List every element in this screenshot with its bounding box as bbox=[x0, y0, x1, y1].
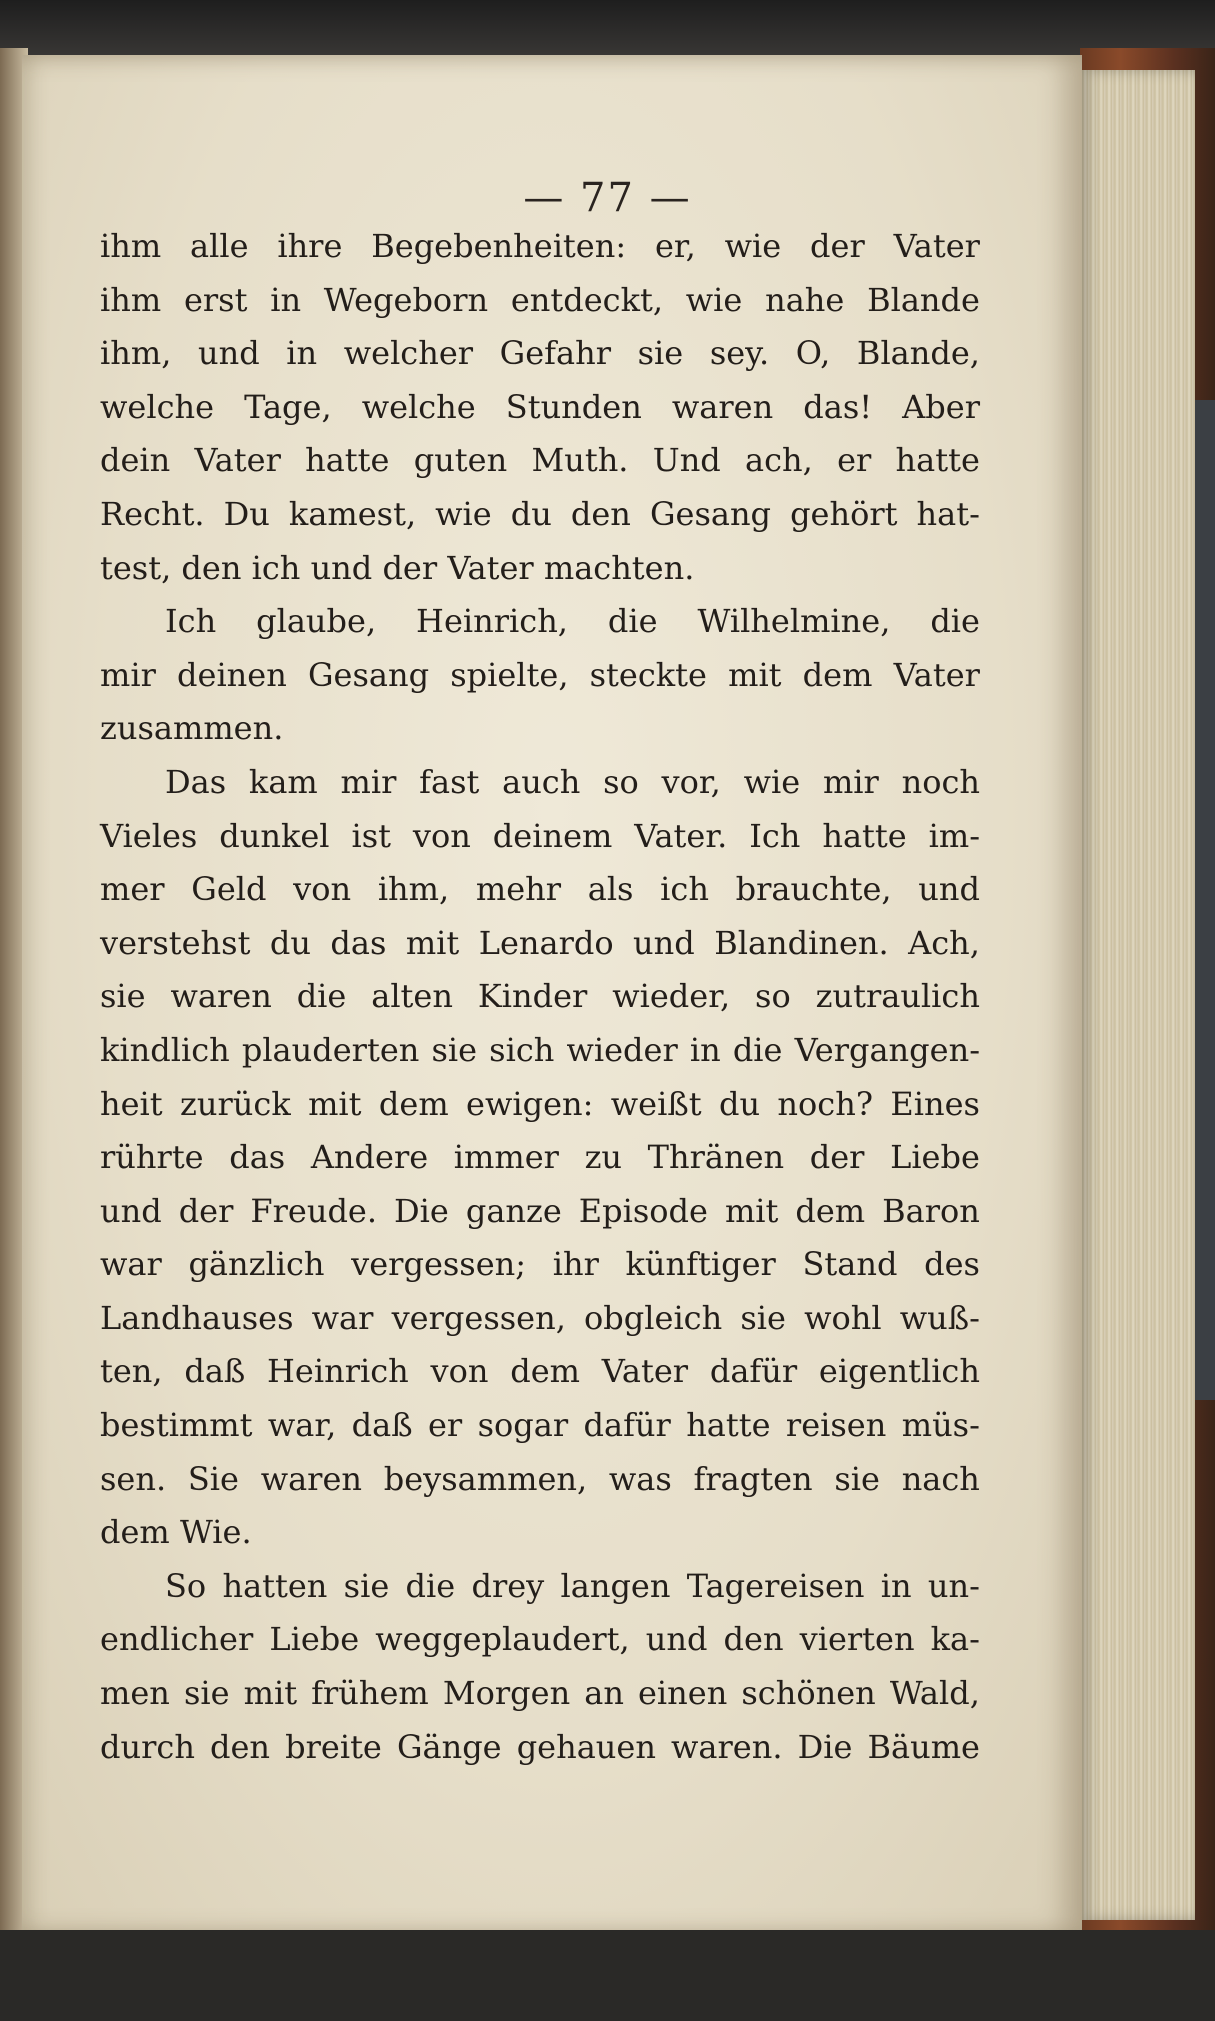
word: wohl bbox=[804, 1298, 882, 1337]
word: dem bbox=[802, 655, 873, 694]
word: frühem bbox=[311, 1674, 429, 1713]
word: hatte bbox=[305, 441, 390, 480]
text-line bbox=[100, 1399, 980, 1453]
word: mir bbox=[340, 762, 397, 801]
word: ihm, bbox=[100, 334, 172, 373]
word: sie bbox=[100, 977, 146, 1016]
word: vor, bbox=[661, 762, 721, 801]
word: Vater bbox=[601, 1352, 689, 1391]
word: langen bbox=[560, 1566, 671, 1605]
word: du bbox=[718, 1084, 761, 1123]
scan-background-top bbox=[0, 0, 1215, 60]
word: ach, bbox=[745, 441, 813, 480]
word: die bbox=[732, 1030, 783, 1069]
word: du bbox=[269, 923, 311, 962]
word: und bbox=[918, 870, 980, 909]
word: weggeplaudert, bbox=[375, 1620, 630, 1659]
word: schönen bbox=[741, 1674, 876, 1713]
word: Liebe bbox=[890, 1138, 980, 1177]
text-line bbox=[100, 810, 980, 864]
text-line bbox=[100, 917, 980, 971]
word: dem bbox=[510, 1352, 580, 1391]
word: wie bbox=[743, 762, 801, 801]
word: an bbox=[584, 1674, 624, 1713]
word: wuß- bbox=[899, 1298, 980, 1337]
word: men bbox=[100, 1674, 170, 1713]
word: fragten bbox=[693, 1459, 813, 1498]
text-line bbox=[100, 1613, 980, 1667]
word: alle bbox=[190, 227, 249, 265]
word: Ich bbox=[749, 816, 801, 855]
word: und bbox=[100, 1191, 162, 1230]
word: Vater bbox=[893, 227, 980, 265]
word: müs- bbox=[901, 1406, 980, 1445]
word: mit bbox=[308, 1084, 362, 1123]
text-line bbox=[100, 274, 980, 328]
text-line bbox=[100, 863, 980, 917]
word: du bbox=[510, 494, 552, 533]
word: obgleich bbox=[584, 1298, 723, 1337]
text-line bbox=[100, 488, 980, 542]
word: dem bbox=[378, 1084, 449, 1123]
word: wie bbox=[724, 227, 782, 265]
word: der bbox=[178, 1191, 234, 1230]
word: das! bbox=[803, 387, 873, 426]
word: daß bbox=[184, 1352, 246, 1391]
text-line bbox=[100, 702, 980, 756]
word: vierten bbox=[799, 1620, 915, 1659]
word: wieder, bbox=[612, 977, 731, 1016]
word: mir bbox=[100, 655, 156, 694]
word: zu bbox=[584, 1138, 623, 1177]
word: im- bbox=[928, 816, 980, 855]
word: Geld bbox=[191, 870, 267, 909]
word: Freude. bbox=[250, 1191, 378, 1230]
word: wie bbox=[685, 280, 743, 319]
word: sey. bbox=[709, 334, 770, 373]
word: mehr bbox=[475, 870, 562, 909]
word: zurück bbox=[180, 1084, 291, 1123]
word: ihre bbox=[277, 227, 343, 265]
word: Ich bbox=[165, 602, 217, 641]
word: ist bbox=[351, 816, 391, 855]
word: un- bbox=[927, 1566, 980, 1605]
word: Eines bbox=[890, 1084, 980, 1123]
word: Wilhelmine, bbox=[697, 602, 891, 641]
word: Bäume bbox=[867, 1727, 980, 1766]
word: Morgen bbox=[442, 1674, 571, 1713]
word: Kinder bbox=[477, 977, 588, 1016]
word: Liebe bbox=[269, 1620, 360, 1659]
word: plauderten bbox=[241, 1030, 420, 1069]
text-line bbox=[100, 1292, 980, 1346]
word: ka- bbox=[930, 1620, 980, 1659]
word: kam bbox=[248, 762, 318, 801]
word: rührte bbox=[100, 1138, 204, 1177]
text-line bbox=[100, 1506, 980, 1560]
text-line bbox=[100, 1078, 980, 1132]
text-line bbox=[100, 542, 980, 596]
word: Ach, bbox=[908, 923, 980, 962]
word: breite bbox=[285, 1727, 382, 1766]
word: in bbox=[689, 1030, 721, 1069]
word: einen bbox=[637, 1674, 728, 1713]
word: er bbox=[837, 441, 872, 480]
text-line bbox=[100, 381, 980, 435]
word: sie bbox=[431, 1030, 478, 1069]
text-line bbox=[100, 1238, 980, 1292]
word: heit bbox=[100, 1084, 163, 1123]
word: die bbox=[405, 1566, 456, 1605]
word: reisen bbox=[785, 1406, 887, 1445]
word: auch bbox=[502, 762, 581, 801]
text-line bbox=[100, 756, 980, 810]
word: war, bbox=[267, 1406, 337, 1445]
word: er bbox=[427, 1406, 463, 1445]
word: Tage, bbox=[244, 387, 332, 426]
word: welcher bbox=[343, 334, 474, 373]
page-number: — 77 — bbox=[523, 175, 692, 221]
word: kindlich bbox=[100, 1030, 230, 1069]
word: als bbox=[587, 870, 634, 909]
word: waren bbox=[170, 977, 272, 1016]
word: Landhauses bbox=[100, 1298, 294, 1337]
word: wieder bbox=[566, 1030, 678, 1069]
word: glaube, bbox=[256, 602, 377, 641]
word: sie bbox=[343, 1566, 390, 1605]
word: welche bbox=[361, 387, 476, 426]
word: Du bbox=[223, 494, 270, 533]
word: mer bbox=[100, 870, 165, 909]
word: wie bbox=[435, 494, 492, 533]
word: erst bbox=[183, 280, 248, 319]
word: alten bbox=[371, 977, 453, 1016]
word: ihm, bbox=[377, 870, 450, 909]
text-line bbox=[100, 649, 980, 703]
text-line bbox=[100, 1024, 980, 1078]
word: kamest, bbox=[288, 494, 417, 533]
word: ich bbox=[660, 870, 709, 909]
word: immer bbox=[453, 1138, 559, 1177]
word: was bbox=[608, 1459, 672, 1498]
word: gehört bbox=[790, 494, 898, 533]
word: das bbox=[229, 1138, 286, 1177]
word: dafür bbox=[709, 1352, 798, 1391]
word: hatten bbox=[222, 1566, 328, 1605]
word: hatte bbox=[895, 441, 980, 480]
word: ewigen: bbox=[466, 1084, 594, 1123]
word: Gesang bbox=[649, 494, 772, 533]
word: Gesang bbox=[307, 655, 430, 694]
word: O, bbox=[795, 334, 831, 373]
word: den bbox=[723, 1620, 784, 1659]
word: von bbox=[430, 1352, 489, 1391]
word: Lenardo bbox=[478, 923, 614, 962]
text-line bbox=[100, 595, 980, 649]
word: in bbox=[880, 1566, 912, 1605]
word: künftiger bbox=[625, 1245, 776, 1284]
word: Vergangen- bbox=[794, 1030, 980, 1069]
word: Stunden bbox=[505, 387, 642, 426]
word: und bbox=[197, 334, 260, 373]
word: des bbox=[924, 1245, 980, 1284]
word: sie bbox=[740, 1298, 786, 1337]
word: den bbox=[210, 1727, 271, 1766]
word: ganze bbox=[465, 1191, 562, 1230]
word: die bbox=[607, 602, 658, 641]
word: Blande bbox=[867, 280, 980, 319]
word: Episode bbox=[578, 1191, 708, 1230]
word: weißt bbox=[610, 1084, 702, 1123]
text-line bbox=[100, 1453, 980, 1507]
word: war bbox=[311, 1298, 374, 1337]
word: brauchte, bbox=[735, 870, 892, 909]
word: war bbox=[100, 1245, 162, 1284]
word: vergessen; bbox=[351, 1245, 527, 1284]
word: in bbox=[270, 280, 302, 319]
body-text bbox=[100, 220, 980, 1774]
word: bestimmt bbox=[100, 1406, 253, 1445]
word: dem bbox=[795, 1191, 866, 1230]
text-line bbox=[100, 970, 980, 1024]
word: Und bbox=[652, 441, 721, 480]
word: Tagereisen bbox=[686, 1566, 865, 1605]
text-line bbox=[100, 327, 980, 381]
word: verstehst bbox=[100, 923, 251, 962]
word: hatte bbox=[822, 816, 907, 855]
word: Wegeborn bbox=[323, 280, 489, 319]
word: sich bbox=[489, 1030, 555, 1069]
word: dunkel bbox=[219, 816, 330, 855]
scan-background-bottom bbox=[0, 1930, 1215, 2021]
word: Die bbox=[394, 1191, 449, 1230]
word: Muth. bbox=[531, 441, 629, 480]
text-line-content: dem Wie. bbox=[100, 1513, 252, 1552]
text-line bbox=[100, 1721, 980, 1775]
word: Begebenheiten: bbox=[371, 227, 627, 265]
word: er, bbox=[654, 227, 696, 265]
word: deinem bbox=[492, 816, 613, 855]
word: nach bbox=[901, 1459, 980, 1498]
cover-cloth bbox=[1195, 400, 1215, 1400]
word: Aber bbox=[902, 387, 980, 426]
word: entdeckt, bbox=[510, 280, 664, 319]
word: sogar bbox=[477, 1406, 569, 1445]
word: noch? bbox=[777, 1084, 873, 1123]
word: Blandinen. bbox=[714, 923, 889, 962]
word: mit bbox=[405, 923, 460, 962]
word: hat- bbox=[916, 494, 980, 533]
word: sie bbox=[183, 1674, 230, 1713]
page-edges bbox=[1080, 70, 1195, 1920]
word: sie bbox=[637, 334, 684, 373]
word: Recht. bbox=[100, 494, 205, 533]
word: ihm bbox=[100, 227, 162, 265]
word: und bbox=[633, 923, 695, 962]
word: sen. bbox=[100, 1459, 167, 1498]
word: Heinrich bbox=[267, 1352, 409, 1391]
text-line-content: test, den ich und der Vater machten. bbox=[100, 548, 695, 587]
word: und bbox=[645, 1620, 708, 1659]
word: waren bbox=[671, 387, 774, 426]
word: Vater. bbox=[634, 816, 728, 855]
word: dein bbox=[100, 441, 171, 480]
word: endlicher bbox=[100, 1620, 254, 1659]
text-line bbox=[100, 220, 980, 274]
word: Gänge bbox=[396, 1727, 502, 1766]
word: Gefahr bbox=[499, 334, 611, 373]
word: den bbox=[570, 494, 631, 533]
word: gänzlich bbox=[188, 1245, 325, 1284]
word: Baron bbox=[882, 1191, 980, 1230]
text-line-content: zusammen. bbox=[100, 709, 284, 748]
word: Thränen bbox=[647, 1138, 785, 1177]
word: hatte bbox=[686, 1406, 771, 1445]
word: So bbox=[165, 1566, 207, 1605]
word: der bbox=[810, 227, 865, 265]
word: waren. bbox=[671, 1727, 783, 1766]
word: spielte, bbox=[450, 655, 569, 694]
word: welche bbox=[100, 387, 215, 426]
word: Blande, bbox=[856, 334, 980, 373]
word: guten bbox=[413, 441, 508, 480]
word: sie bbox=[834, 1459, 880, 1498]
word: mir bbox=[822, 762, 879, 801]
word: beysammen, bbox=[383, 1459, 588, 1498]
word: waren bbox=[260, 1459, 363, 1498]
word: Vieles bbox=[100, 816, 198, 855]
word: ihr bbox=[552, 1245, 599, 1284]
word: durch bbox=[100, 1727, 195, 1766]
word: Wald, bbox=[889, 1674, 980, 1713]
word: drey bbox=[471, 1566, 545, 1605]
word: Andere bbox=[310, 1138, 429, 1177]
word: der bbox=[809, 1138, 865, 1177]
word: mit bbox=[728, 655, 782, 694]
text-line bbox=[100, 1667, 980, 1721]
text-line bbox=[100, 1131, 980, 1185]
text-line bbox=[100, 434, 980, 488]
word: steckte bbox=[589, 655, 707, 694]
word: Vater bbox=[194, 441, 281, 480]
word: die bbox=[296, 977, 347, 1016]
word: von bbox=[293, 870, 352, 909]
word: die bbox=[930, 602, 980, 641]
word: dafür bbox=[583, 1406, 671, 1445]
word: gehauen bbox=[516, 1727, 656, 1766]
word: so bbox=[603, 762, 639, 801]
word: fast bbox=[419, 762, 480, 801]
word: nahe bbox=[765, 280, 845, 319]
word: ten, bbox=[100, 1352, 163, 1391]
word: mit bbox=[243, 1674, 298, 1713]
text-line bbox=[100, 1345, 980, 1399]
word: Sie bbox=[187, 1459, 239, 1498]
word: Stand bbox=[802, 1245, 898, 1284]
word: Die bbox=[797, 1727, 853, 1766]
word: Das bbox=[165, 762, 227, 801]
word: zutraulich bbox=[815, 977, 980, 1016]
word: noch bbox=[901, 762, 980, 801]
word: vergessen, bbox=[391, 1298, 566, 1337]
word: daß bbox=[351, 1406, 413, 1445]
word: eigentlich bbox=[818, 1352, 980, 1391]
word: so bbox=[755, 977, 791, 1016]
text-line bbox=[100, 1560, 980, 1614]
text-line bbox=[100, 1185, 980, 1239]
word: Heinrich, bbox=[416, 602, 568, 641]
word: ihm bbox=[100, 280, 162, 319]
word: deinen bbox=[177, 655, 287, 694]
word: das bbox=[330, 923, 387, 962]
word: in bbox=[286, 334, 318, 373]
word: mit bbox=[724, 1191, 779, 1230]
word: von bbox=[412, 816, 471, 855]
word: Vater bbox=[893, 655, 980, 694]
